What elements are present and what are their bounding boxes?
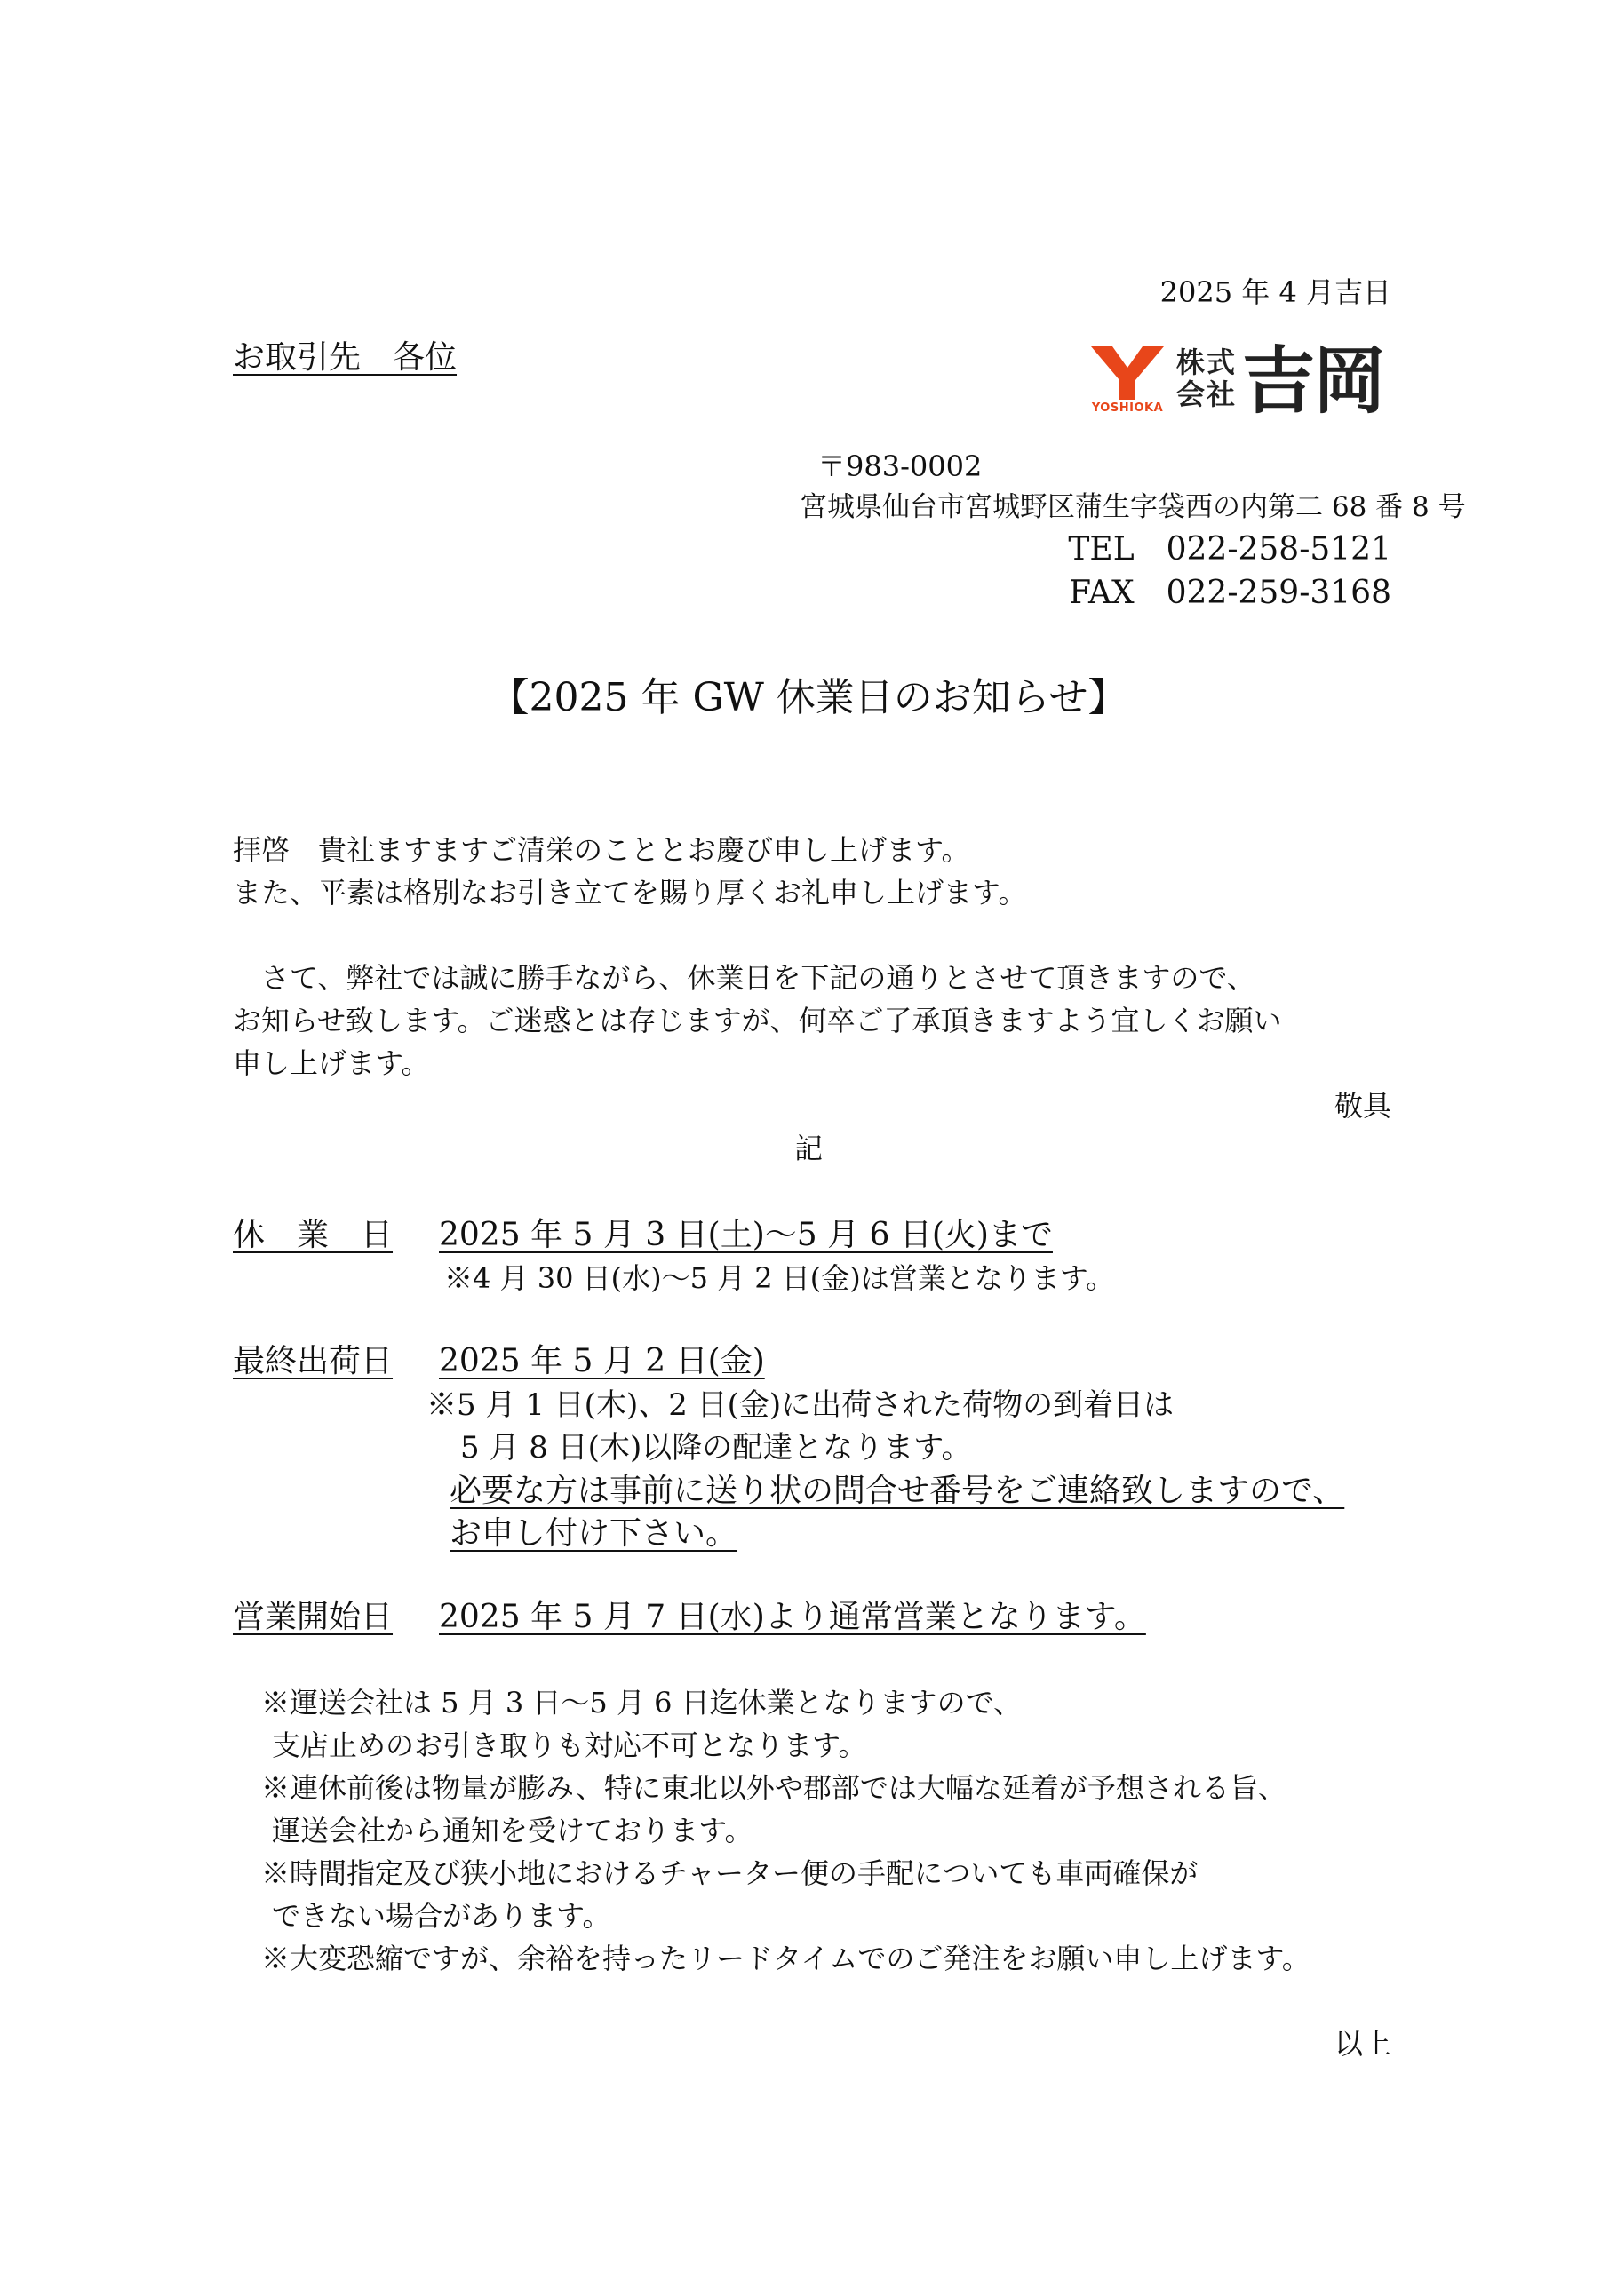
company-fax: FAX 022-259-3168 — [1069, 575, 1391, 611]
closing-keigu: 敬具 — [1334, 1089, 1391, 1123]
notice-title: 【2025 年 GW 休業日のお知らせ】 — [490, 675, 1127, 720]
body-line-1: さて、弊社では誠に勝手ながら、休業日を下記の通りとさせて頂きますので、 — [233, 961, 1255, 995]
postal-code: 〒983-0002 — [817, 449, 983, 483]
company-tel: TEL 022-258-5121 — [1068, 531, 1391, 568]
recipient: お取引先 各位 — [233, 339, 458, 376]
note-line-5: ※時間指定及び狭小地におけるチャーター便の手配についても車両確保が — [261, 1856, 1199, 1890]
ki-heading: 記 — [793, 1132, 823, 1165]
last-shipping-note-1: ※5 月 1 日(木)、2 日(金)に出荷された荷物の到着日は — [426, 1387, 1175, 1423]
logo-subtext: YOSHIOKA — [1091, 401, 1164, 415]
last-shipping-label: 最終出荷日 — [233, 1343, 394, 1379]
yoshioka-logo-mark-icon — [1091, 345, 1164, 400]
logo-kabushiki-bottom: 会社 — [1176, 377, 1238, 411]
company-address: 宮城県仙台市宮城野区蒲生字袋西の内第二 68 番 8 号 — [800, 491, 1466, 523]
last-shipping-note-2: 5 月 8 日(木)以降の配達となります。 — [460, 1430, 972, 1466]
last-shipping-note-3: 必要な方は事前に送り状の問合せ番号をご連絡致しますので、 — [450, 1473, 1345, 1509]
holidays-label: 休 業 日 — [233, 1217, 394, 1253]
company-logo — [1091, 339, 1390, 424]
greeting-line-2: また、平素は格別なお引き立てを賜り厚くお礼申し上げます。 — [233, 876, 1027, 910]
greeting-line-1: 拝啓 貴社ますますご清栄のこととお慶び申し上げます。 — [233, 833, 970, 867]
business-start-value: 2025 年 5 月 7 日(水)より通常営業となります。 — [439, 1599, 1146, 1635]
last-shipping-note-4: お申し付け下さい。 — [450, 1515, 738, 1552]
note-line-6: できない場合があります。 — [272, 1899, 611, 1933]
holidays-value: 2025 年 5 月 3 日(土)～5 月 6 日(火)まで — [439, 1217, 1053, 1253]
note-line-2: 支店止めのお引き取りも対応不可となります。 — [272, 1728, 867, 1762]
business-start-label: 営業開始日 — [233, 1599, 394, 1635]
logo-company-name: 吉岡 — [1242, 339, 1385, 424]
body-line-3: 申し上げます。 — [233, 1046, 430, 1080]
logo-kabushiki-top: 株式 — [1176, 346, 1238, 379]
last-shipping-value: 2025 年 5 月 2 日(金) — [439, 1343, 765, 1379]
note-line-7: ※大変恐縮ですが、余裕を持ったリードタイムでのご発注をお願い申し上げます。 — [261, 1942, 1310, 1975]
body-line-2: お知らせ致します。ご迷惑とは存じますが、何卒ご了承頂きますよう宜しくお願い — [233, 1004, 1282, 1037]
issue-date: 2025 年 4 月吉日 — [1159, 275, 1391, 309]
logo-kabushiki — [1176, 346, 1239, 410]
note-line-3: ※連休前後は物量が膨み、特に東北以外や郡部では大幅な延着が予想される旨、 — [261, 1771, 1286, 1805]
note-line-4: 運送会社から通知を受けております。 — [272, 1814, 753, 1847]
closing-ijou: 以上 — [1334, 2027, 1391, 2061]
note-line-1: ※運送会社は 5 月 3 日～5 月 6 日迄休業となりますので、 — [261, 1686, 1023, 1720]
holidays-note: ※4 月 30 日(水)～5 月 2 日(金)は営業となります。 — [444, 1261, 1115, 1295]
